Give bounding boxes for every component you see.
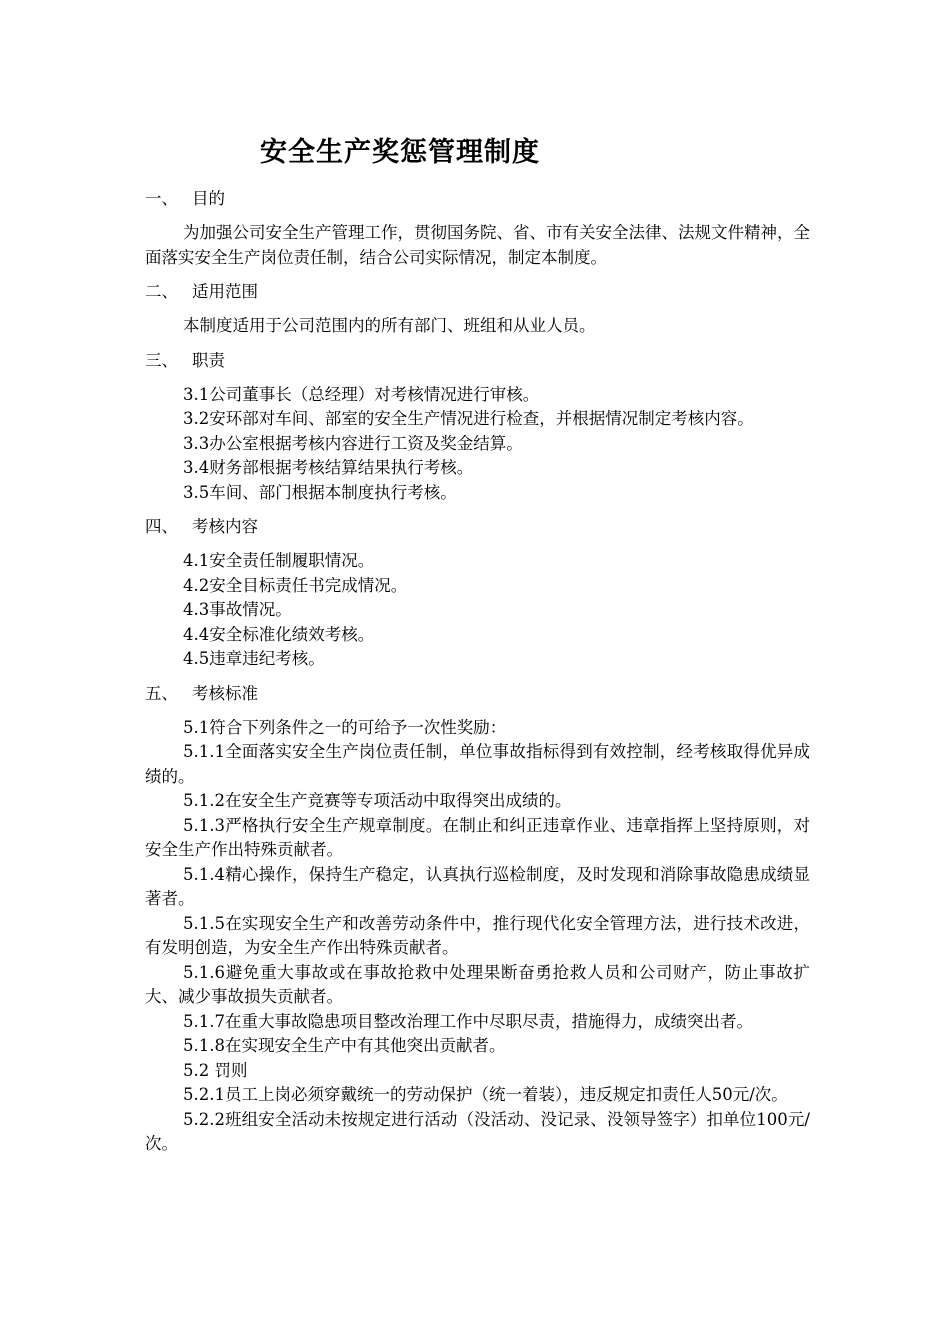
section-heading: [145, 348, 810, 374]
section-heading: [145, 514, 810, 540]
document-title: 安全生产奖惩管理制度: [260, 137, 540, 168]
paragraph: 5.1.1全面落实安全生产岗位责任制，单位事故指标得到有效控制，经考核取得优异成绩的。: [145, 742, 810, 786]
paragraph: 5.1.4精心操作，保持生产稳定，认真执行巡检制度，及时发现和消除事故隐患成绩显著者。: [145, 864, 810, 908]
paragraph: 5.2.2班组安全活动未按规定进行活动（没活动、没记录、没领导签字）扣单位100元/次。: [145, 1109, 810, 1153]
section-heading: [145, 279, 810, 305]
section-title: 目的: [192, 189, 225, 208]
paragraph: 5.1.8在实现安全生产中有其他突出贡献者。: [183, 1036, 506, 1055]
paragraph: 4.1安全责任制履职情况。: [183, 551, 375, 570]
paragraph: 5.1.3严格执行安全生产规章制度。在制止和纠正违章作业、违章指挥上坚持原则，对安全生产作出特殊贡献者。: [145, 815, 810, 859]
document-body: [145, 186, 810, 1157]
section-title: 职责: [192, 350, 225, 370]
paragraph: 4.4安全标准化绩效考核。: [183, 624, 375, 644]
paragraph: 5.1.5在实现安全生产和改善劳动条件中，推行现代化安全管理方法，进行技术改进，有发明创造，为安全生产作出特殊贡献者。: [145, 913, 810, 957]
section-heading: [145, 186, 810, 212]
paragraph: 3.5车间、部门根据本制度执行考核。: [183, 482, 457, 502]
section-number: 二、: [145, 282, 178, 301]
paragraph: 5.1.6避免重大事故或在事故抢救中处理果断奋勇抢救人员和公司财产，防止事故扩大、减少事故损失贡献者。: [145, 962, 810, 1006]
section-number: 一、: [145, 189, 178, 208]
paragraph: 本制度适用于公司范围内的所有部门、班组和从业人员。: [183, 316, 596, 335]
paragraph: 5.1符合下列条件之一的可给予一次性奖励：: [183, 717, 507, 737]
paragraph: 3.3办公室根据考核内容进行工资及奖金结算。: [183, 433, 523, 453]
paragraph: 4.3事故情况。: [183, 600, 292, 619]
section-title: 考核标准: [192, 683, 258, 703]
paragraph: 5.2 罚则: [183, 1060, 248, 1080]
paragraph: 4.2安全目标责任书完成情况。: [183, 575, 408, 595]
paragraph: 3.4财务部根据考核结算结果执行考核。: [183, 458, 474, 477]
section-number: 三、: [145, 350, 178, 370]
paragraph: 3.1公司董事长（总经理）对考核情况进行审核。: [183, 384, 540, 404]
section-number: 五、: [145, 683, 178, 703]
paragraph: 5.1.2在安全生产竞赛等专项活动中取得突出成绩的。: [183, 791, 572, 810]
paragraph: 5.1.7在重大事故隐患项目整改治理工作中尽职尽责，措施得力，成绩突出者。: [183, 1011, 753, 1031]
paragraph: 3.2安环部对车间、部室的安全生产情况进行检查，并根据情况制定考核内容。: [183, 409, 754, 428]
paragraph: 4.5违章违纪考核。: [183, 649, 325, 668]
section-heading: [145, 681, 810, 707]
paragraph: 5.2.1员工上岗必须穿戴统一的劳动保护（统一着装），违反规定扣责任人50元/次。: [183, 1085, 788, 1104]
paragraph: 为加强公司安全生产管理工作，贯彻国务院、省、市有关安全法律、法规文件精神，全面落实安全生产岗位责任制，结合公司实际情况，制定本制度。: [145, 223, 810, 267]
section-number: 四、: [145, 517, 178, 536]
section-title: 适用范围: [192, 282, 258, 301]
section-title: 考核内容: [192, 517, 258, 536]
